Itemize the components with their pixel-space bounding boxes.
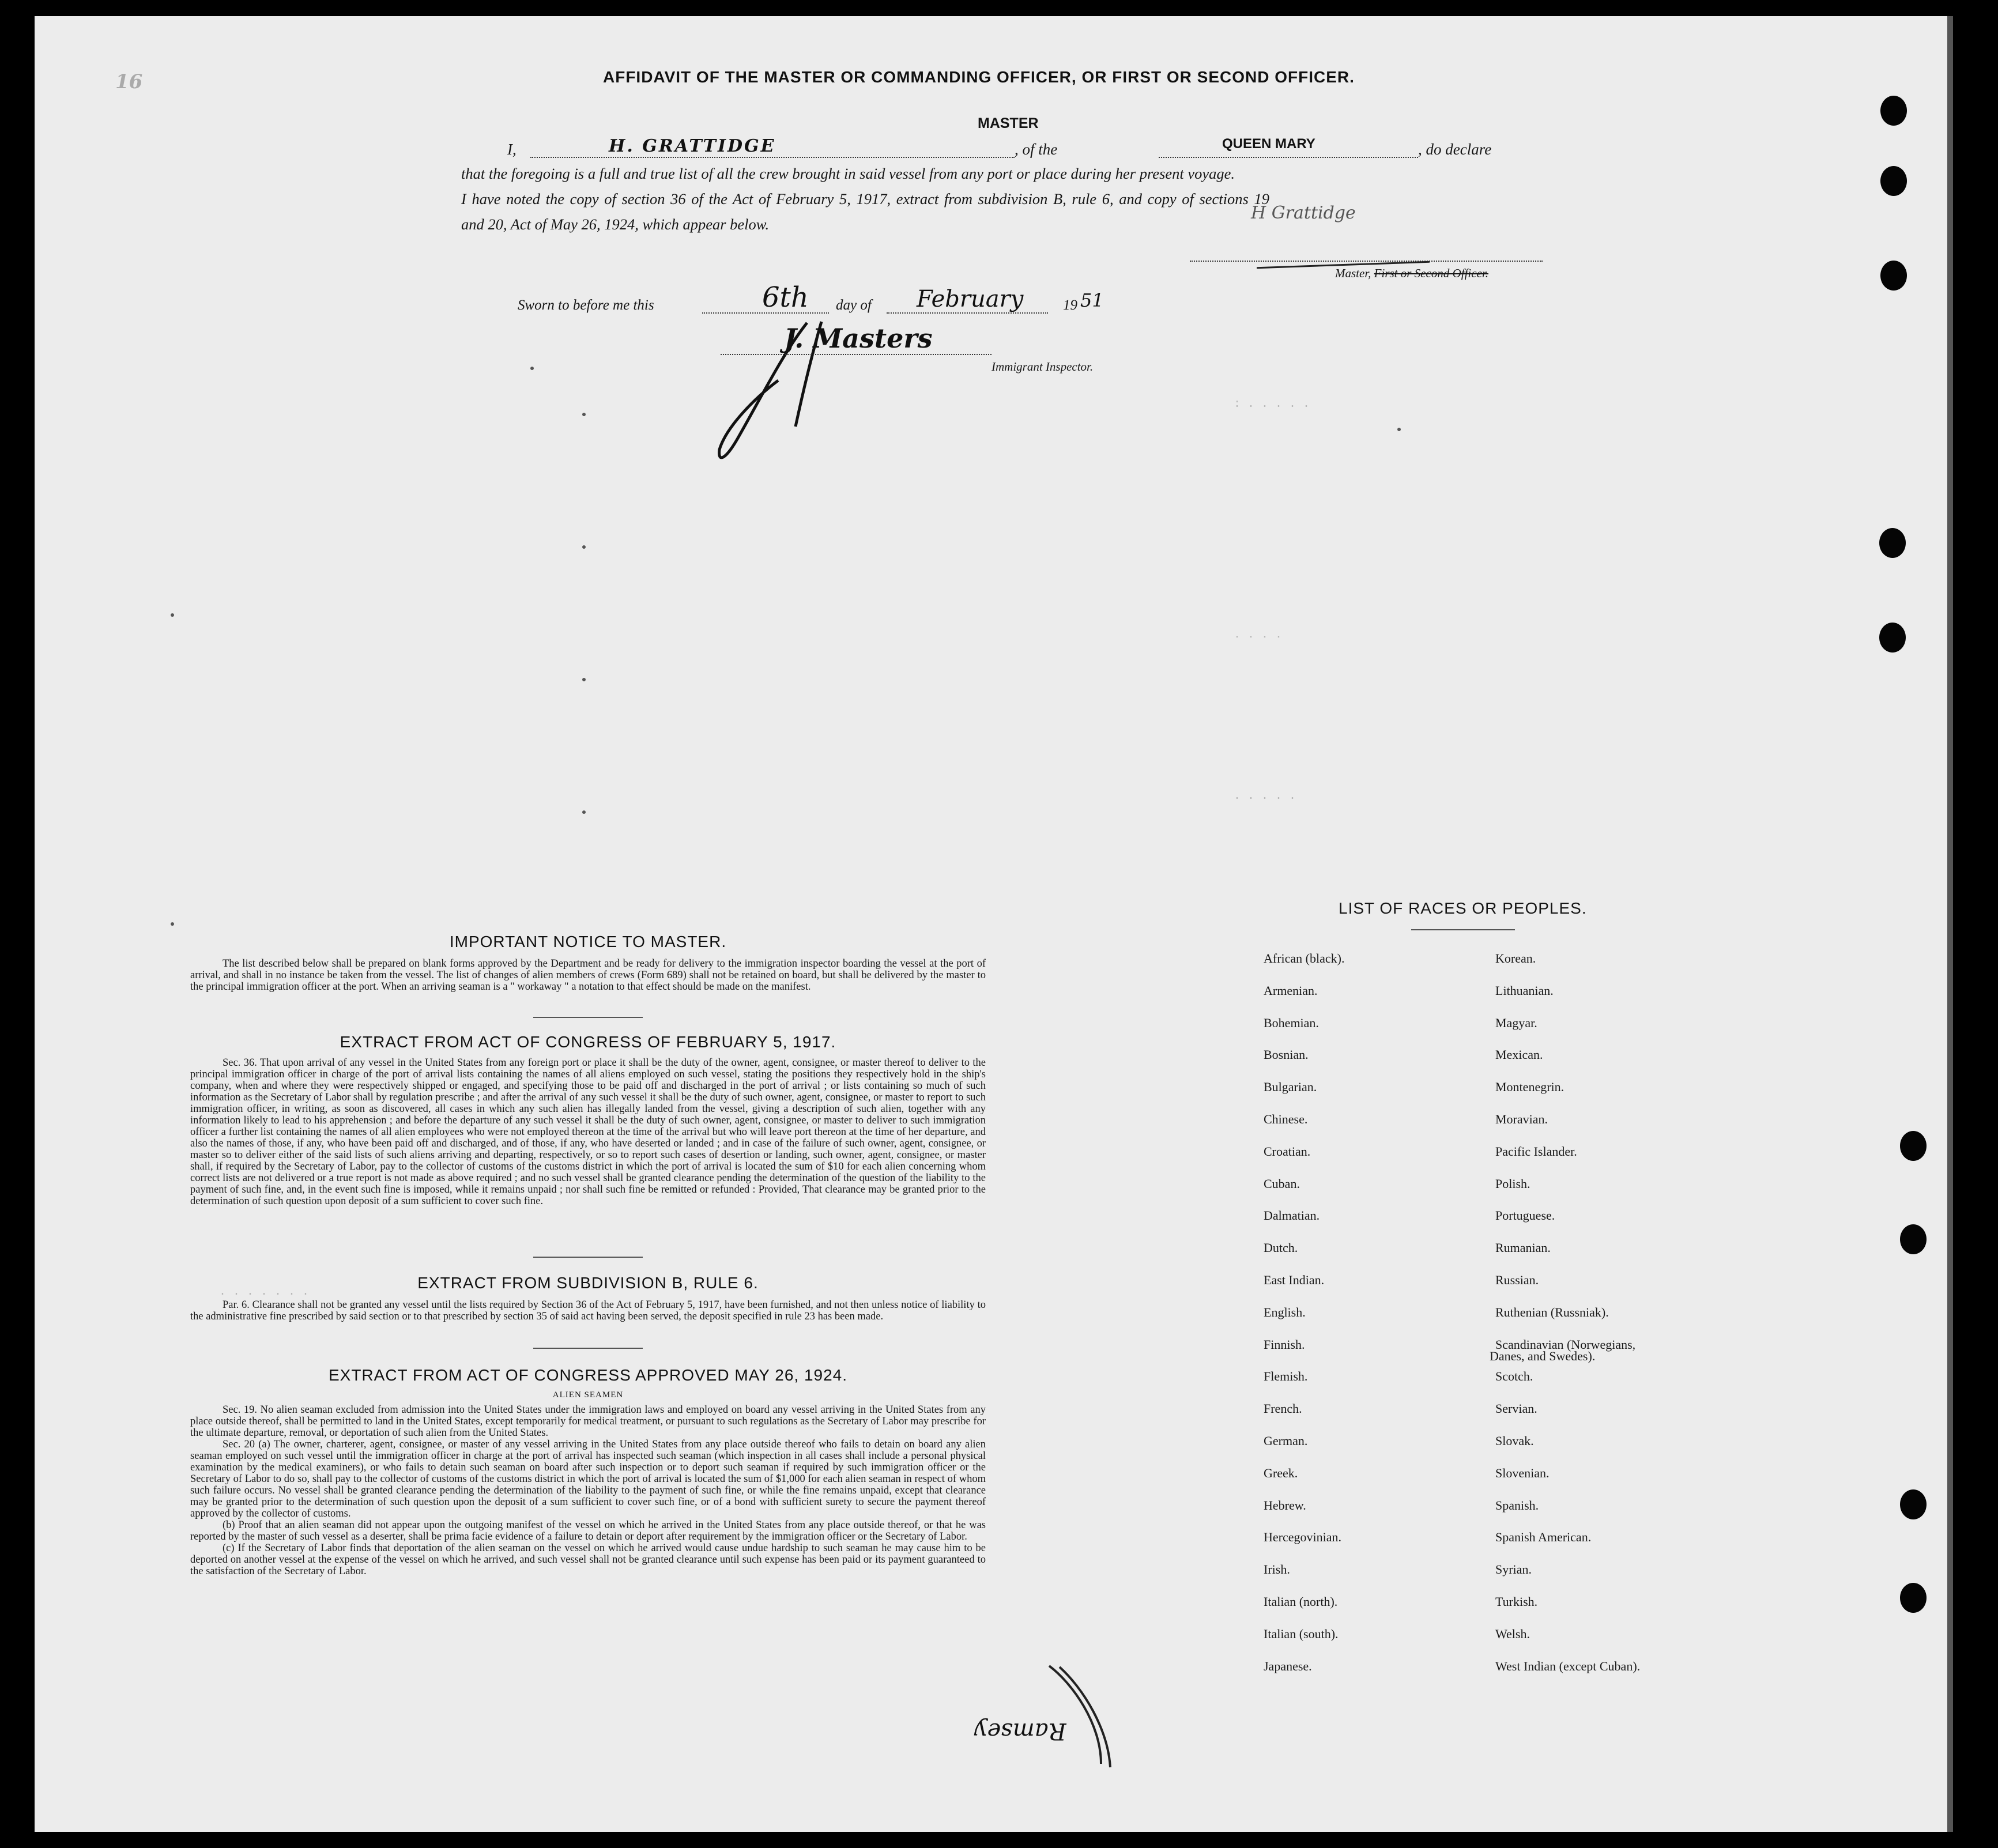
inspector-line [721, 354, 992, 355]
race-item: Scotch. [1495, 1369, 1533, 1384]
divider [533, 1348, 643, 1349]
race-item: Pacific Islander. [1495, 1144, 1577, 1159]
race-item: East Indian. [1264, 1273, 1325, 1287]
sworn-month: February [917, 286, 1024, 312]
speck [530, 367, 534, 370]
binder-hole [1880, 96, 1907, 126]
race-item: Welsh. [1495, 1626, 1530, 1641]
race-item: Portuguese. [1495, 1208, 1555, 1223]
race-item: Syrian. [1495, 1562, 1532, 1577]
extract-1917-title: EXTRACT FROM ACT OF CONGRESS OF FEBRUARY 5, 1917. [340, 1033, 836, 1051]
race-item: Italian (south). [1264, 1626, 1339, 1641]
binder-hole [1880, 166, 1907, 196]
sworn-line [518, 281, 1209, 316]
speck [582, 545, 586, 549]
race-item: Mexican. [1495, 1047, 1543, 1062]
binder-hole [1880, 261, 1907, 291]
section-36-paragraph: Sec. 36. That upon arrival of any vessel in the United States from any foreign port or place it shall be the duty of the owner, agent, consignee, or master thereof to deliver to the principal immigration officer in charge of the port of arrival lists containing the names of all aliens employed on such vessel, stating the positions they respectively hold in the ship's company, when and where they were respectively shipped or engaged, and specifying those to be paid off and discharged in the port of arrival ; or lists containing so much of such information as the Secretary of Labor shall by regulation prescribe ; and after the arrival of any such vessel it shall be the duty of such owner, agent, consignee, or master to report to such immigration officer, in writing, as soon as discovered, all cases in which any such alien has illegally landed from the vessel, giving a description of such alien, together with any information likely to lead to his apprehension ; and before the departure of any such vessel it shall be the duty of such owner, agent, consignee, or master to deliver to such immigration officer a further list containing the names of all alien employees who were not employed thereon at the time of the arrival but who will leave port thereon at the time of her departure, and also the names of those, if any, who have been paid off and discharged, and of those, if any, who have deserted or landed ; and in case of the failure of such owner, agent, consignee, or master so to deliver either of the said lists of such aliens arriving and departing, respectively, or so to report such cases of desertion or landing, such owner, agent, consignee, or master shall, if required by the Secretary of Labor, pay to the collector of customs of the customs district in which the port of arrival is located the sum of $10 for each alien concerning whom correct lists are not delivered or a true report is not made as above required ; and no such vessel shall be granted clearance pending the determination of the question of the liability to the payment of such fine, and, in the event such fine is imposed, while it remains unpaid ; nor shall such fine be remitted or refunded : Provided, That clearance may be granted prior to the determination of such question upon deposit of a sum sufficient to cover such fine. [190, 1057, 986, 1207]
race-item: Bohemian. [1264, 1015, 1319, 1030]
day-of-label: day of [836, 297, 872, 313]
race-item: Korean. [1495, 951, 1536, 966]
race-item: Rumanian. [1495, 1240, 1551, 1255]
subdivision-b-title: EXTRACT FROM SUBDIVISION B, RULE 6. [417, 1274, 759, 1292]
race-item: Polish. [1495, 1176, 1530, 1191]
year-printed: 19 [1063, 297, 1077, 313]
race-item: Chinese. [1264, 1112, 1308, 1126]
bleed-through-text: : . . . . . [1234, 398, 1310, 411]
signature-line [1190, 261, 1543, 262]
race-item: Japanese. [1264, 1658, 1312, 1673]
speck [582, 413, 586, 416]
year-handwritten: 51 [1080, 289, 1104, 311]
signer-title-struck: First or Second Officer. [1374, 266, 1488, 280]
binder-hole [1879, 528, 1906, 558]
race-item: Italian (north). [1264, 1594, 1338, 1609]
extract-1917-text [190, 1057, 986, 1207]
signer-title [1335, 266, 1488, 281]
binder-hole [1900, 1583, 1927, 1613]
race-item: Turkish. [1495, 1594, 1538, 1609]
inspector-title: Immigrant Inspector. [992, 360, 1094, 374]
page-edge [1947, 16, 1953, 1832]
race-item: Dalmatian. [1264, 1208, 1320, 1223]
speck [171, 613, 174, 617]
binder-hole [1900, 1224, 1927, 1254]
sworn-day: 6th [762, 281, 809, 314]
speck [1397, 428, 1401, 431]
alien-seamen-subtitle: ALIEN SEAMEN [552, 1390, 624, 1400]
inspector-signature: J. Masters [784, 323, 933, 354]
notice-text [190, 958, 986, 993]
race-item: Lithuanian. [1495, 983, 1554, 998]
race-item: Montenegrin. [1495, 1080, 1565, 1095]
bleed-through-text: . . . . . [1234, 790, 1296, 803]
race-item: French. [1264, 1401, 1302, 1416]
race-item: English. [1264, 1304, 1306, 1319]
bottom-signature: Ramsey [974, 1718, 1066, 1744]
race-item: Spanish American. [1495, 1530, 1592, 1545]
margin-note: 16 [115, 70, 143, 93]
race-item: Armenian. [1264, 983, 1318, 998]
notice-paragraph: The list described below shall be prepared on blank forms approved by the Department and be ready for delivery to the immigration inspector boarding the vessel at the port of arrival, and shall in no instance be taken from the vessel. The list of changes of alien members of crews (Form 689) shall not be retained on board, but shall be delivered by the master to the principal immigration officer at the port. When an arriving seaman is a " workaway " a notation to that effect should be made on the manifest. [190, 958, 986, 993]
race-item: African (black). [1264, 951, 1345, 966]
section-20c-paragraph: (c) If the Secretary of Labor finds that deportation of the alien seaman on the vessel on which he arrived would cause undue hardship to such seaman he may cause him to be deported on another vessel at the expense of the vessel on which he arrived, and such vessel shall not be granted clearance until such expense has been paid or its payment guaranteed to the satisfaction of the Secretary of Labor. [190, 1542, 986, 1577]
race-item: Ruthenian (Russniak). [1495, 1304, 1609, 1319]
signer-title-master: Master, [1335, 266, 1371, 280]
divider [533, 1257, 643, 1258]
race-item: Hebrew. [1264, 1498, 1306, 1513]
extract-1924-text [190, 1404, 986, 1577]
section-19-paragraph: Sec. 19. No alien seaman excluded from admission into the United States under the immigration laws and employed on board any vessel arriving in the United States from any place outside thereof, shall be permitted to land in the United States, except temporarily for medical treatment, or pursuant to such regulations as the Secretary of Labor may prescribe for the ultimate departure, removal, or deportation of such alien from the United States. [190, 1404, 986, 1439]
do-declare-label: , do declare [1418, 141, 1492, 158]
race-item: Cuban. [1264, 1176, 1300, 1191]
races-title: LIST OF RACES OR PEOPLES. [1339, 899, 1587, 917]
bleed-through-text: . . . . . . . [219, 1285, 310, 1299]
affidavit-line-4: and 20, Act of May 26, 1924, which appear below. [461, 216, 770, 233]
race-item: Dutch. [1264, 1240, 1298, 1255]
race-item: Bosnian. [1264, 1047, 1309, 1062]
affidavit-line-3: I have noted the copy of section 36 of the Act of February 5, 1917, extract from subdivision B, rule 6, and copy of sections 19 [461, 190, 1269, 208]
affidavit-line-1 [507, 136, 1551, 159]
race-item: West Indian (except Cuban). [1495, 1658, 1641, 1673]
vessel-name: QUEEN MARY [1222, 136, 1315, 152]
race-item: Greek. [1264, 1465, 1298, 1480]
inspector-signature-block [663, 311, 1066, 473]
race-item: Danes, and Swedes). [1490, 1349, 1596, 1363]
vessel-name-line [1159, 157, 1418, 158]
speck [171, 922, 174, 926]
bleed-through-text: . . . . [1234, 628, 1283, 642]
i-label: I, [507, 141, 517, 158]
race-item: Magyar. [1495, 1015, 1537, 1030]
race-item: Moravian. [1495, 1112, 1548, 1126]
race-item: Bulgarian. [1264, 1080, 1317, 1095]
race-item: Russian. [1495, 1273, 1539, 1287]
section-20b-paragraph: (b) Proof that an alien seaman did not appear upon the outgoing manifest of the vessel on which he arrived in the United States from any place outside thereof, or that he was reported by the master of such vessel as a deserter, shall be prima facie evidence of a failure to detain or deport after requirement by the immigration officer or the Secretary of Labor. [190, 1519, 986, 1542]
race-item: Flemish. [1264, 1369, 1308, 1384]
race-item: Slovak. [1495, 1434, 1534, 1448]
speck [582, 678, 586, 681]
race-item: Slovenian. [1495, 1465, 1550, 1480]
master-name-line [530, 157, 1015, 158]
subdivision-b-text [190, 1299, 986, 1322]
notice-title: IMPORTANT NOTICE TO MASTER. [449, 933, 727, 951]
race-item: Scandinavian (Norwegians, [1495, 1337, 1636, 1352]
binder-hole [1900, 1489, 1927, 1519]
divider [1411, 929, 1515, 930]
race-item: Irish. [1264, 1562, 1290, 1577]
race-item: Croatian. [1264, 1144, 1311, 1159]
paragraph-6: Par. 6. Clearance shall not be granted any vessel until the lists required by Section 36 of the Act of February 5, 1917, have been furnished, and not then unless notice of liability to the administrative fine prescribed by said section or to that prescribed by section 35 of said act having been served, the deposit specified in rule 23 has been made. [190, 1299, 986, 1322]
affidavit-title: AFFIDAVIT OF THE MASTER OR COMMANDING OFFICER, OR FIRST OR SECOND OFFICER. [603, 68, 1355, 86]
race-item: Finnish. [1264, 1337, 1305, 1352]
race-item: Hercegovinian. [1264, 1530, 1341, 1545]
race-item: Servian. [1495, 1401, 1537, 1416]
binder-hole [1900, 1131, 1927, 1161]
of-the-label: , of the [1015, 141, 1058, 158]
rank-stamp: MASTER [978, 115, 1039, 131]
speck [582, 810, 586, 814]
extract-1924-title: EXTRACT FROM ACT OF CONGRESS APPROVED MAY 26, 1924. [328, 1366, 848, 1384]
master-signature: H Grattidge [1251, 203, 1356, 223]
sworn-prefix: Sworn to before me this [518, 297, 654, 313]
divider [533, 1017, 643, 1018]
race-item: German. [1264, 1434, 1308, 1448]
section-20a-paragraph: Sec. 20 (a) The owner, charterer, agent, consignee, or master of any vessel arriving in the United States from any place outside thereof who fails to detain on board any alien seaman employed on such vessel until the immigration officer in charge at the port of arrival has inspected such seaman (which inspection in all cases shall include a personal physical examination by the medical examiners), or who fails to detain such seaman on board after such inspection or to deport such seaman if required by such immigration officer or the Secretary of Labor to do so, shall pay to the collector of customs of the customs district in which the port of arrival is located the sum of $1,000 for each alien seaman in respect of whom such failure occurs. No vessel shall be granted clearance pending the determination of the liability to the payment of such fine, or while the fine remains unpaid, except that clearance may be granted prior to the determination of such question upon the deposit of a sum sufficient to cover such fine, or of a bond with sufficient surety to secure the payment thereof approved by the collector of customs. [190, 1439, 986, 1519]
bottom-signature-block [957, 1660, 1153, 1775]
binder-hole [1879, 623, 1906, 653]
race-item: Spanish. [1495, 1498, 1539, 1513]
affidavit-line-2: that the foregoing is a full and true list of all the crew brought in said vessel from any port or place during her present voyage. [461, 165, 1235, 182]
master-name: H. GRATTIDGE [609, 136, 776, 156]
